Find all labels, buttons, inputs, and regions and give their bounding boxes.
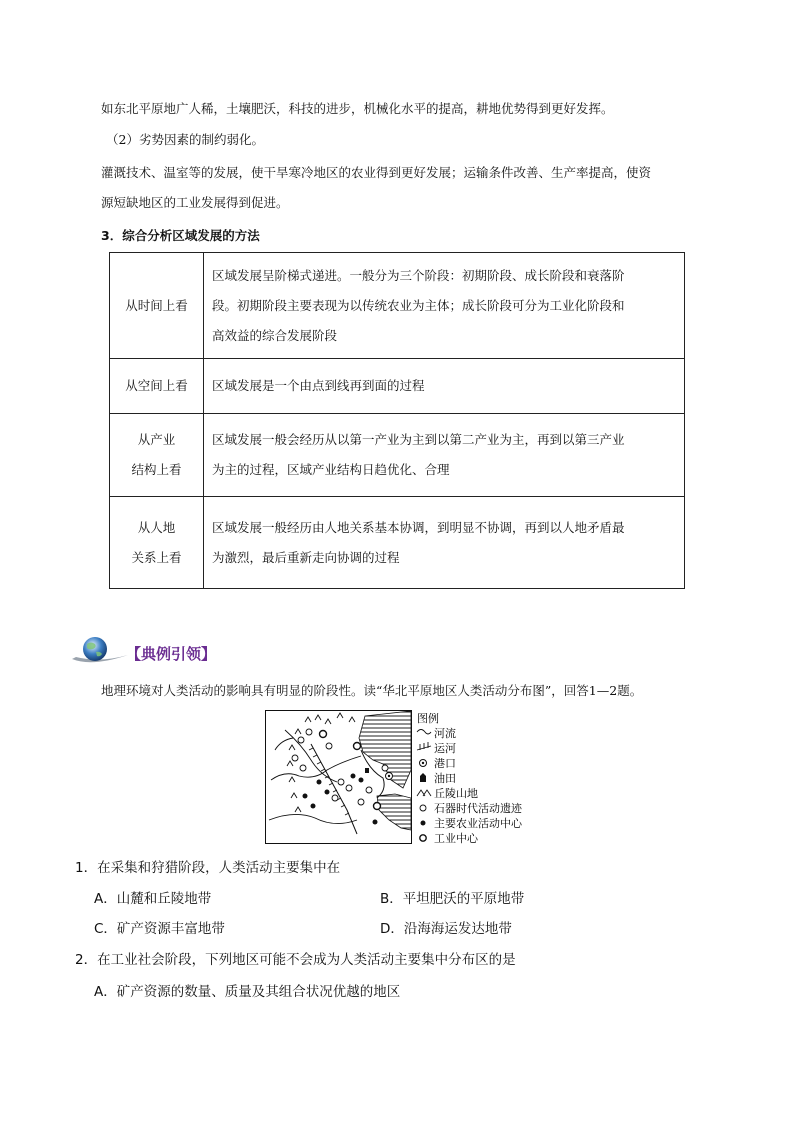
stone-age-site-icon [420,805,426,811]
legend-label: 运河 [434,742,456,755]
example-banner-title: 【典例引领】 [126,645,217,663]
table-row [110,497,685,589]
north-china-plain-map [265,710,527,845]
legend-title: 图例 [417,712,439,725]
legend-label: 主要农业活动中心 [434,817,522,830]
agri-center-icon [421,821,426,826]
table-row [110,359,685,414]
section-heading: 3．综合分析区域发展的方法 [101,228,260,243]
row-text: 区域发展呈阶梯式递进。一般分为三个阶段：初期阶段、成长阶段和衰落阶 段。初期阶段主要表现为以传统农业为主体；成长阶段可分为工业化阶段和 高效益的综合发展阶段 [204,253,685,359]
intro-paragraph-line: 源短缺地区的工业发展得到促进。 [101,195,289,210]
legend-label: 工业中心 [434,832,478,845]
table-row [110,414,685,497]
port-marker [386,773,393,780]
methods-table [109,252,685,589]
oilfield-icon [420,773,426,782]
table-row [110,253,685,359]
legend-label: 丘陵山地 [434,787,478,800]
answer-option-b[interactable]: B．平坦肥沃的平原地带 [380,891,525,907]
row-label: 从时间上看 [110,253,204,359]
legend-label: 港口 [434,757,456,770]
question-stem: 2．在工业社会阶段，下列地区可能不会成为人类活动主要集中分布区的是 [75,952,516,968]
answer-option-a[interactable]: A．矿产资源的数量、质量及其组合状况优越的地区 [94,984,401,1000]
row-text: 区域发展是一个由点到线再到面的过程 [204,359,685,414]
legend-label: 石器时代活动遗迹 [434,802,522,815]
question-stem: 1．在采集和狩猎阶段，人类活动主要集中在 [75,860,341,876]
intro-item-2: （2）劣势因素的制约弱化。 [106,132,264,147]
river-icon [417,730,431,735]
answer-option-c[interactable]: C．矿产资源丰富地带 [94,921,225,937]
legend-label: 河流 [434,727,456,740]
port-icon [420,760,427,767]
row-label: 从空间上看 [110,359,204,414]
row-label: 从人地 关系上看 [110,497,204,589]
intro-line: 如东北平原地广人稀，土壤肥沃，科技的进步，机械化水平的提高，耕地优势得到更好发挥。 [101,101,614,116]
oilfield-marker [365,768,369,773]
hills-icon [417,790,431,796]
intro-paragraph-line: 灌溉技术、温室等的发展，使干旱寒冷地区的农业得到更好发展；运输条件改善、生产率提高，使资 [101,165,652,180]
row-label: 从产业 结构上看 [110,414,204,497]
row-text: 区域发展一般经历由人地关系基本协调，到明显不协调，再到以人地矛盾最 为激烈，最后重新走向协调的过程 [204,497,685,589]
answer-option-a[interactable]: A．山麓和丘陵地带 [94,891,212,907]
row-text: 区域发展一般会经历从以第一产业为主到以第二产业为主，再到以第三产业 为主的过程，区域产业结构日趋优化、合理 [204,414,685,497]
legend-label: 油田 [434,772,456,785]
canal-icon [417,742,431,750]
example-intro: 地理环境对人类活动的影响具有明显的阶段性。读“华北平原地区人类活动分布图”，回答1—2题。 [101,683,643,698]
industrial-center-icon [420,835,426,841]
answer-option-d[interactable]: D．沿海海运发达地带 [380,921,512,937]
globe-icon [70,633,132,669]
